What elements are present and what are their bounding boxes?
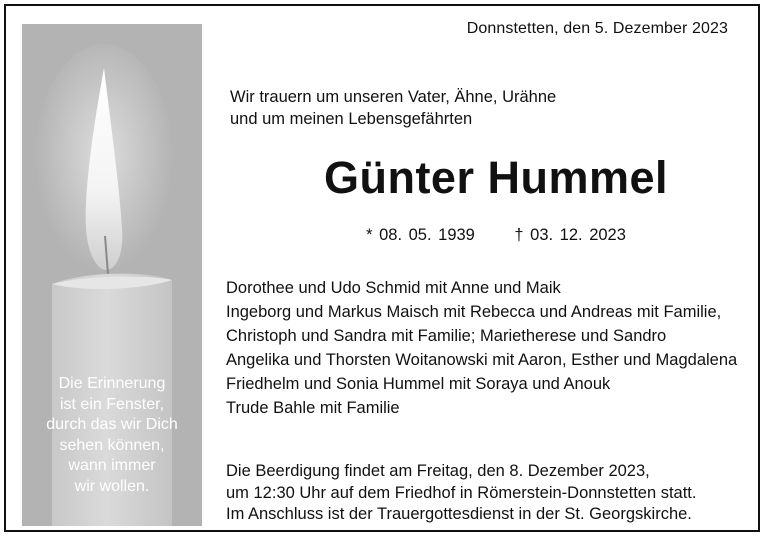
poem-line: durch das wir Dich	[46, 416, 178, 433]
candle-panel	[22, 24, 202, 526]
deceased-name: Günter Hummel	[323, 152, 669, 203]
mourner-line: Friedhelm und Sonia Hummel mit Soraya und Anouk	[226, 375, 611, 393]
birth-date: * 08. 05. 1939	[366, 226, 475, 244]
obituary-notice	[4, 4, 760, 532]
poem-line: wann immer	[68, 457, 156, 474]
poem-line: wir wollen.	[74, 477, 150, 495]
mourner-line: Angelika und Thorsten Woitanowski mit Aaron, Esther und Magdalena	[226, 351, 738, 369]
funeral-info	[226, 461, 696, 526]
mourners-list	[226, 276, 737, 420]
intro-line: Wir trauern um unseren Vater, Ähne, Urähne	[230, 88, 557, 106]
mourner-line: Christoph und Sandra mit Familie; Marietherese und Sandro	[226, 327, 667, 345]
mourner-line: Ingeborg und Markus Maisch mit Rebecca und Andreas mit Familie,	[226, 303, 722, 321]
mourner-line: Dorothee und Udo Schmid mit Anne und Maik	[226, 279, 561, 297]
intro-line: und um meinen Lebensgefährten	[230, 110, 473, 128]
funeral-line: Die Beerdigung findet am Freitag, den 8. Dezember 2023,	[226, 462, 650, 480]
death-date: † 03. 12. 2023	[514, 226, 626, 244]
mourner-line: Trude Bahle mit Familie	[226, 399, 400, 417]
funeral-line: Im Anschluss ist der Trauergottesdienst in der St. Georgskirche.	[226, 505, 692, 523]
place-date: Donnstetten, den 5. Dezember 2023	[466, 20, 728, 37]
poem-text	[22, 374, 202, 497]
poem-line: ist ein Fenster,	[59, 395, 165, 413]
intro-text	[230, 86, 556, 130]
poem-line: Die Erinnerung	[58, 375, 166, 392]
life-dates	[218, 226, 768, 245]
poem-line: sehen können,	[59, 436, 165, 454]
funeral-line: um 12:30 Uhr auf dem Friedhof in Römerstein-Donnstetten statt.	[226, 483, 697, 502]
